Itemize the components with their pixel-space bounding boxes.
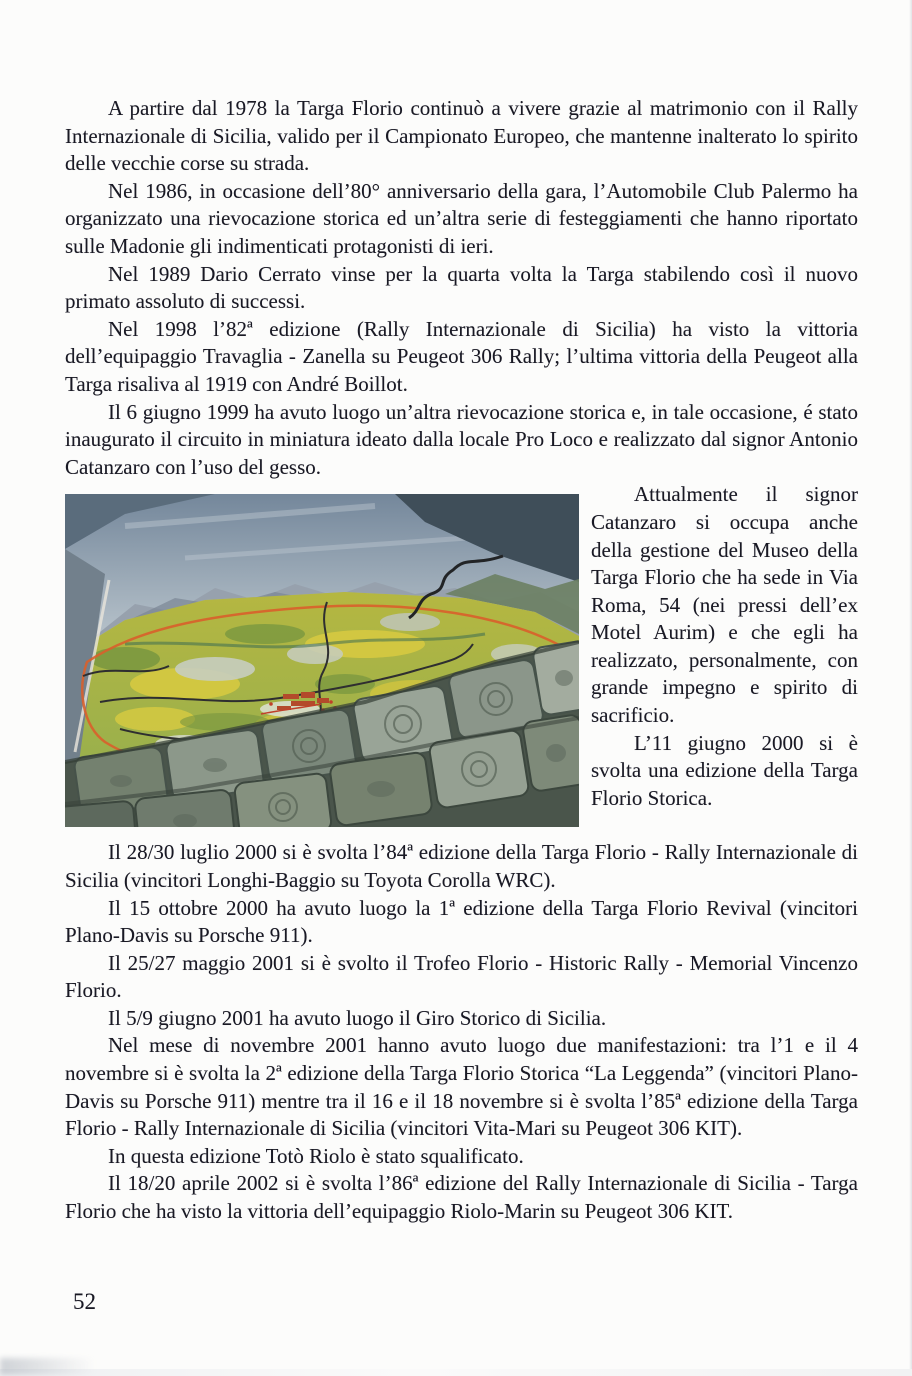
- paragraph: Il 6 giugno 1999 ha avuto luogo un’altra rievocazione storica e, in tale occasione, é stato inaugurato il circuito in miniatura ideato dalla locale Pro Loco e realizzato dal signor Antonio Catanzaro con l’uso del gesso.: [65, 399, 858, 479]
- paragraph: Il 28/30 luglio 2000 si è svolta l’84ª edizione della Targa Florio - Rally Internazionale di Sicilia (vincitori Longhi-Baggio su Toyota Corolla WRC).: [65, 840, 858, 892]
- paragraph: Nel mese di novembre 2001 hanno avuto luogo due manifestazioni: tra l’1 e il 4 novembre si è svolta la 2ª edizione della Targa Florio Storica “La Leggenda” (vincitori Plano-Davis su Porsche 911) mentre tra il 16 e il 18 novembre si è svolta l’85ª edizione della Targa Florio - Rally Internazionale di Sicilia (vincitori Vita-Mari su Peugeot 306 KIT).: [65, 1033, 858, 1141]
- scan-smudge-artifact: [0, 1358, 95, 1375]
- paragraph: L’11 giugno 2000 si è svolta una edizione della Targa Florio Storica.: [591, 730, 858, 810]
- paragraph: Il 18/20 aprile 2002 si è svolta l’86ª edizione del Rally Internazionale di Sicilia - Targa Florio che ha visto la vittoria dell’equipaggio Riolo-Marin su Peugeot 306 KIT.: [65, 1171, 858, 1224]
- scan-bottom-band-artifact: [0, 1369, 912, 1376]
- page-number: 52: [73, 1289, 96, 1314]
- paragraph: Nel 1998 l’82ª edizione (Rally Internazionale di Sicilia) ha visto la vittoria dell’equipaggio Travaglia - Zanella su Peugeot 306 Rally; l’ultima vittoria della Peugeot alla Targa risaliva al 1919 con André Boillot.: [65, 316, 858, 396]
- paragraph: Nel 1989 Dario Cerrato vinse per la quarta volta la Targa stabilendo così il nuovo primato assoluto di successi.: [65, 261, 858, 314]
- paragraph: Il 5/9 giugno 2001 ha avuto luogo il Giro Storico di Sicilia.: [108, 1005, 607, 1030]
- paragraph: Nel 1986, in occasione dell’80° anniversario della gara, l’Automobile Club Palermo ha organizzato una rievocazione storica ed un’altra serie di festeggiamenti che hanno riportato sulle Madonie gli indimenticati protagonisti di ieri.: [65, 178, 858, 258]
- paragraph: Attualmente il signor Catanzaro si occupa anche della gestione del Museo della Targa Florio che ha sede in Via Roma, 54 (nei pressi dell’ex Motel Aurim) e che egli ha realizzato, personalmente, con grande impegno e spirito di sacrificio.: [591, 482, 858, 728]
- paragraph: A partire dal 1978 la Targa Florio continuò a vivere grazie al matrimonio con il Rally Internazionale di Sicilia, valido per il Campionato Europeo, che mantenne inalterato lo spirito delle vecchie corse su strada.: [65, 96, 858, 176]
- paragraph: In questa edizione Totò Riolo è stato squalificato.: [108, 1143, 524, 1168]
- paragraph: Il 15 ottobre 2000 ha avuto luogo la 1ª edizione della Targa Florio Revival (vincitori Plano-Davis su Porsche 911).: [65, 895, 858, 948]
- circuit-relief-model-photo: [65, 494, 579, 827]
- paragraph: Il 25/27 maggio 2001 si è svolto il Trofeo Florio - Historic Rally - Memorial Vincenzo Florio.: [65, 950, 858, 1003]
- page-text-content: [65, 95, 858, 1226]
- circuit-relief-model-illustration: [65, 494, 579, 827]
